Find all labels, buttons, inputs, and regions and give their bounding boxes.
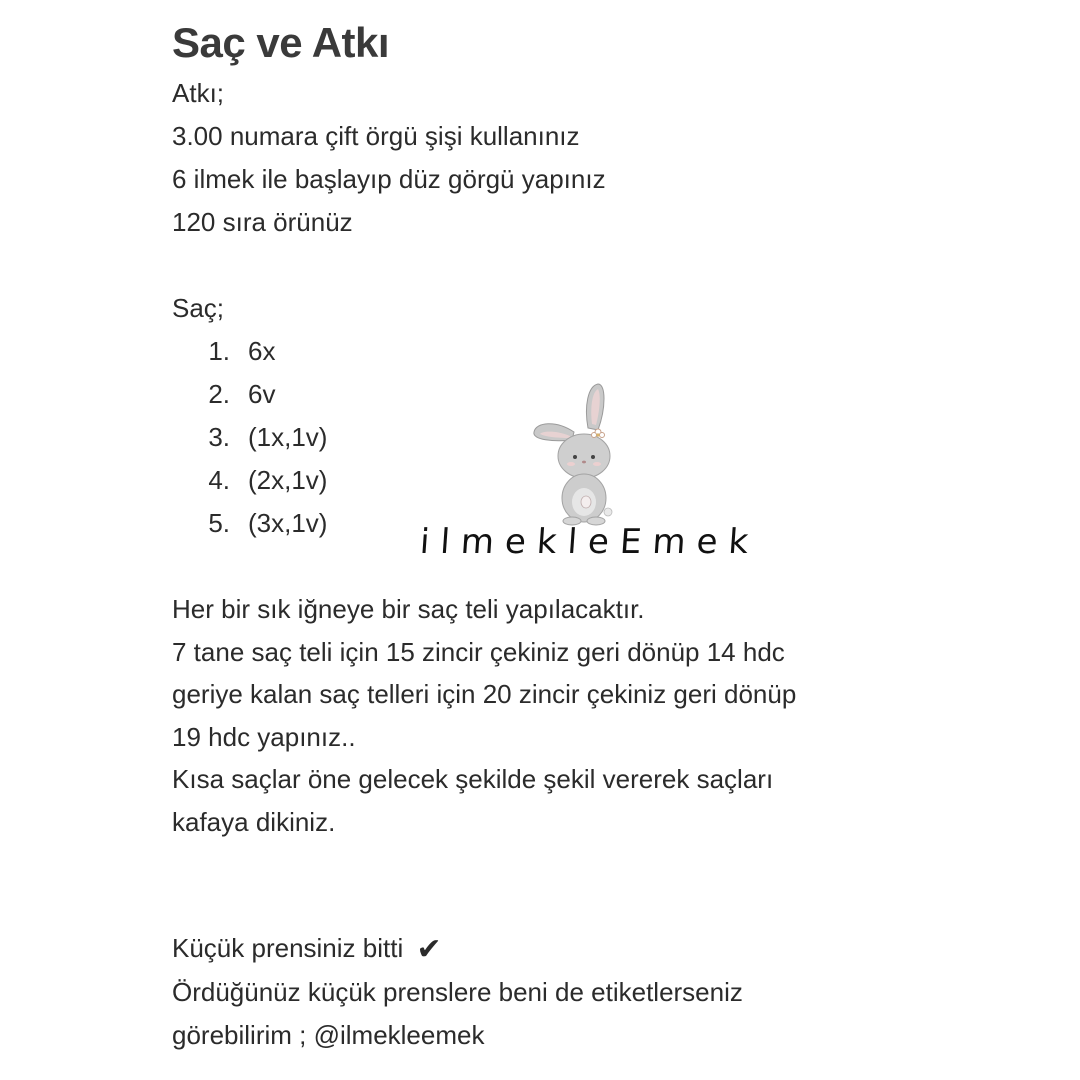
instruction-line: 19 hdc yapınız.. — [172, 721, 356, 752]
list-text: (3x,1v) — [248, 508, 328, 538]
instruction-line: geriye kalan saç telleri için 20 zincir çekiniz geri dönüp — [172, 679, 797, 709]
list-text: (1x,1v) — [248, 422, 328, 452]
closing-line: görebilirim ; @ilmekleemek — [172, 1020, 485, 1050]
hair-heading: Saç; — [172, 293, 225, 323]
closing-line: Ördüğünüz küçük prenslere beni de etiketlerseniz — [172, 977, 743, 1007]
closing-done-text: Küçük prensiniz bitti — [172, 933, 404, 963]
list-text: 6x — [248, 336, 276, 366]
list-text: 6v — [248, 379, 276, 409]
list-number: 4. — [208, 465, 230, 495]
closing-done-line — [172, 927, 1032, 971]
watermark — [418, 380, 761, 580]
scarf-line: 120 sıra örünüz — [172, 207, 353, 237]
scarf-line: 3.00 numara çift örgü şişi kullanınız — [172, 121, 580, 151]
page-title: Saç ve Atkı — [172, 19, 390, 66]
instructions-paragraph — [172, 588, 1032, 843]
checkmark-icon: ✔ — [416, 933, 442, 966]
scarf-heading: Atkı; — [172, 78, 225, 108]
list-number: 1. — [208, 336, 230, 366]
watermark-text: ilmekleEmek — [418, 522, 761, 562]
scarf-line: 6 ilmek ile başlayıp düz görgü yapınız — [172, 164, 606, 194]
instruction-line: 7 tane saç teli için 15 zincir çekiniz geri dönüp 14 hdc — [172, 636, 785, 667]
spacer — [172, 244, 1032, 287]
instruction-line: kafaya dikiniz. — [172, 806, 336, 837]
list-text: (2x,1v) — [248, 465, 328, 495]
spacer — [172, 843, 1032, 927]
bunny-icon — [526, 380, 636, 530]
list-number: 3. — [208, 422, 230, 452]
list-item — [172, 330, 1032, 373]
list-number: 2. — [208, 379, 230, 409]
list-number: 5. — [208, 508, 230, 538]
instruction-line: Kısa saçlar öne gelecek şekilde şekil vererek saçları — [172, 764, 774, 794]
instruction-line: Her bir sık iğneye bir saç teli yapılacaktır. — [172, 594, 645, 624]
